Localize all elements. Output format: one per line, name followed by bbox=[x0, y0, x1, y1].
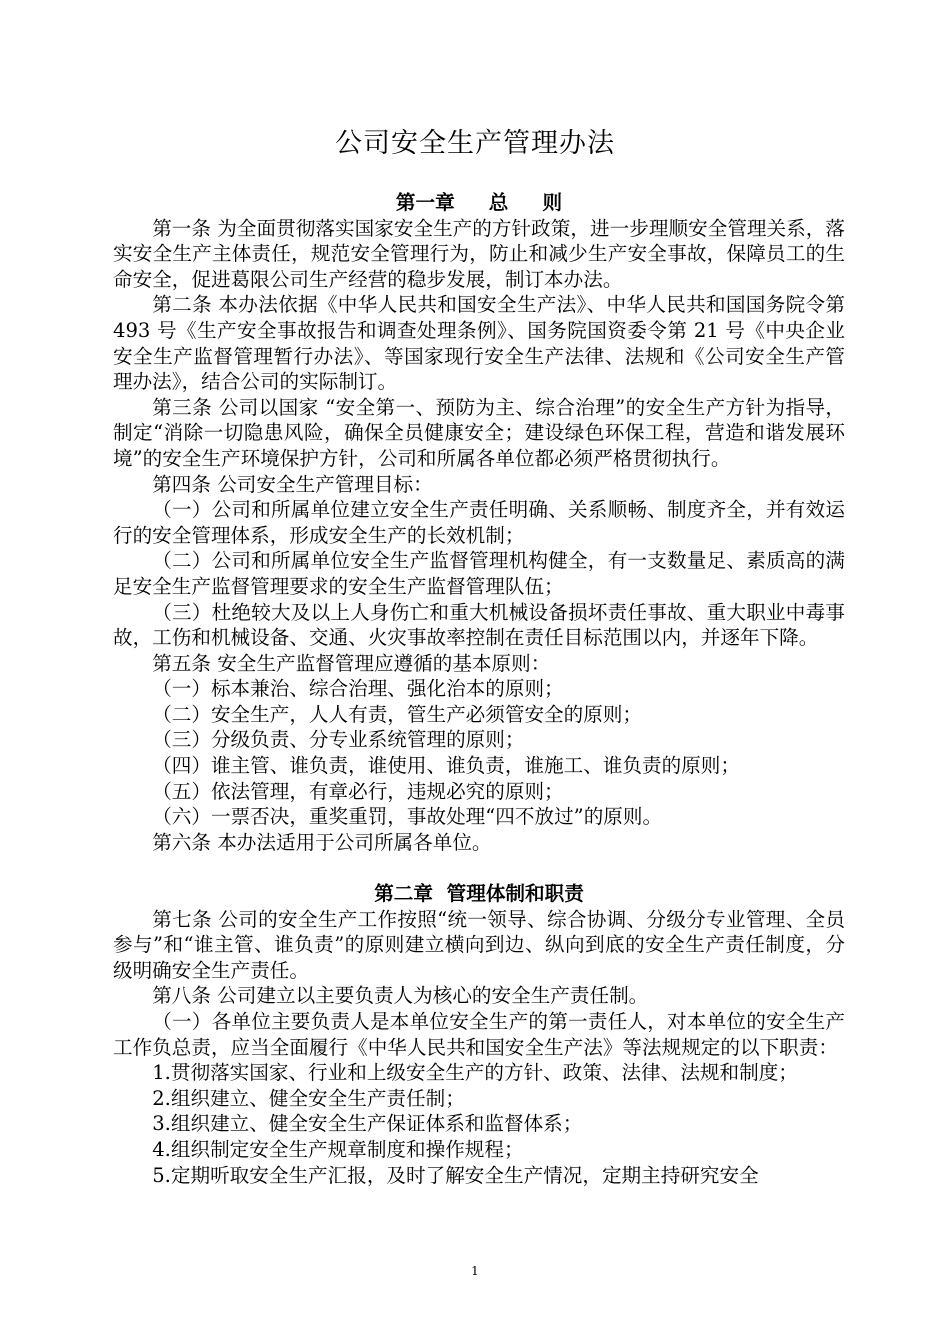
duty-2: 2.组织建立、健全安全生产责任制； bbox=[152, 1086, 465, 1110]
article-5-item-1: （一）标本兼治、综合治理、强化治本的原则； bbox=[152, 677, 564, 701]
article-8-item-1: （一）各单位主要负责人是本单位安全生产的第一责任人，对本单位的安全生产工作负总责，应当全面履行《中华人民共和国安全生产法》等法规规定的以下职责： bbox=[113, 1010, 845, 1059]
article-4-item-3: （三）杜绝较大及以上人身伤亡和重大机械设备损坏责任事故、重大职业中毒事故，工伤和机械设备、交通、火灾事故率控制在责任目标范围以内，并逐年下降。 bbox=[113, 600, 845, 650]
document-title: 公司安全生产管理办法 bbox=[335, 128, 615, 159]
article-4: 第四条 公司安全生产管理目标： bbox=[152, 472, 433, 496]
duty-5: 5.定期听取安全生产汇报，及时了解安全生产情况，定期主持研究安全 bbox=[152, 1163, 759, 1187]
article-6: 第六条 本办法适用于公司所属各单位。 bbox=[152, 830, 492, 854]
duty-1: 1.贯彻落实国家、行业和上级安全生产的方针、政策、法律、法规和制度； bbox=[152, 1061, 798, 1085]
article-1: 第一条 为全面贯彻落实国家安全生产的方针政策，进一步理顺安全管理关系，落实安全生产主体责任，规范安全管理行为，防止和减少生产安全事故，保障员工的生命安全，促进葛限公司生产经营的稳步发展，制订本办法。 bbox=[113, 216, 845, 291]
article-4-item-2: （二）公司和所属单位安全生产监督管理机构健全，有一支数量足、素质高的满足安全生产监督管理要求的安全生产监督管理队伍； bbox=[113, 549, 845, 598]
document-body bbox=[113, 190, 845, 1188]
article-5-item-6: （六）一票否决，重奖重罚，事故处理“四不放过”的原则。 bbox=[152, 805, 663, 829]
article-8: 第八条 公司建立以主要负责人为核心的安全生产责任制。 bbox=[152, 984, 649, 1008]
article-2: 第二条 本办法依据《中华人民共和国安全生产法》、中华人民共和国国务院令第 493 号《生产安全事故报告和调查处理条例》、国务院国资委令第 21 号《中央企业安全生产监督管理暂行办法》、等国家现行安全生产法律、法规和《公司安全生产管理办法》，结合公司的实际制订。 bbox=[113, 293, 845, 394]
section-spacer bbox=[113, 855, 845, 881]
article-5: 第五条 安全生产监督管理应遵循的基本原则： bbox=[152, 651, 551, 675]
duty-4: 4.组织制定安全生产规章制度和操作规程； bbox=[152, 1137, 524, 1161]
article-7: 第七条 公司的安全生产工作按照“统一领导、综合协调、分级分专业管理、全员参与”和“谁主管、谁负责”的原则建立横向到边、纵向到底的安全生产责任制度，分级明确安全生产责任。 bbox=[113, 907, 845, 982]
article-5-item-5: （五）依法管理，有章必行，违规必究的原则； bbox=[152, 779, 564, 803]
article-5-item-2: （二）安全生产，人人有责，管生产必须管安全的原则； bbox=[152, 702, 643, 726]
article-5-item-3: （三）分级负责、分专业系统管理的原则； bbox=[152, 728, 525, 752]
chapter-2-heading: 第二章 管理体制和职责 bbox=[374, 882, 584, 906]
article-5-item-4: （四）谁主管、谁负责，谁使用、谁负责，谁施工、谁负责的原则； bbox=[152, 754, 740, 778]
article-3: 第三条 公司以国家 “安全第一、预防为主、综合治理”的安全生产方针为指导，制定“消除一切隐患风险，确保全员健康安全；建设绿色环保工程，营造和谐发展环境”的安全生产环境保护方针，公司和所属各单位都必须严格贯彻执行。 bbox=[113, 395, 845, 470]
duty-3: 3.组织建立、健全安全生产保证体系和监督体系； bbox=[152, 1112, 583, 1136]
article-4-item-1: （一）公司和所属单位建立安全生产责任明确、关系顺畅、制度齐全，并有效运行的安全管理体系，形成安全生产的长效机制； bbox=[113, 498, 845, 547]
page-number: 1 bbox=[471, 1264, 479, 1278]
chapter-1-heading: 第一章 总 则 bbox=[395, 191, 563, 214]
